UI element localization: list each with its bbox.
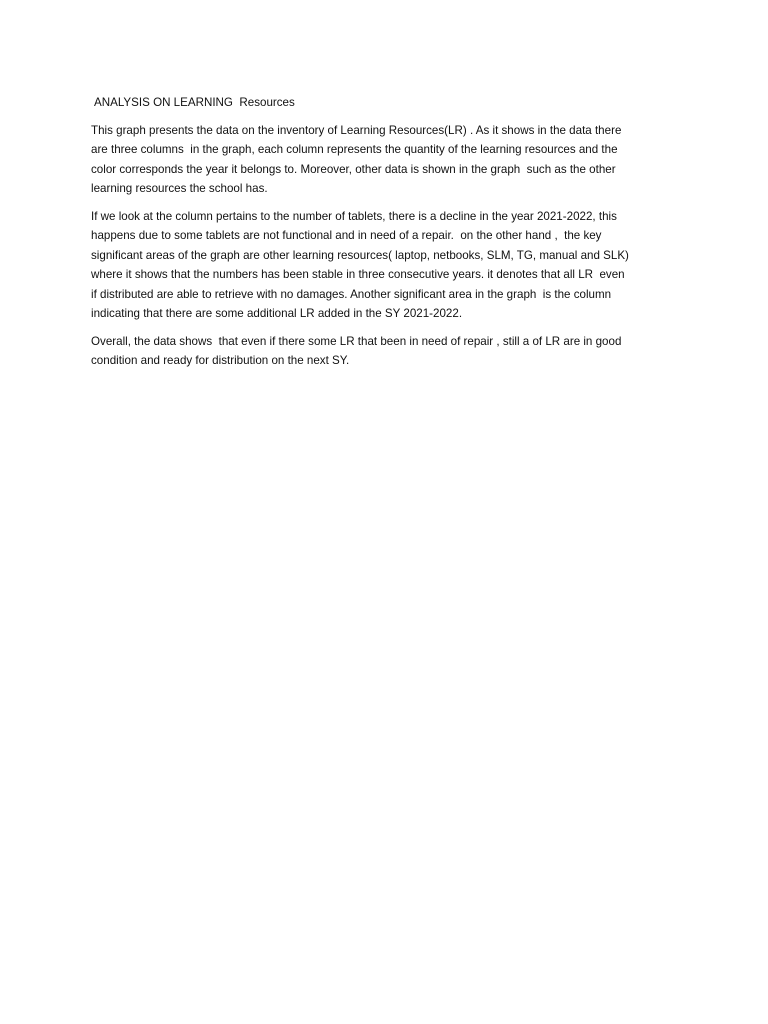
text-line: condition and ready for distribution on the next SY. — [91, 354, 350, 367]
text-line: if distributed are able to retrieve with no damages. Another significant area in the graph is the column — [91, 287, 612, 301]
text-line: happens due to some tablets are not functional and in need of a repair. on the other hand , the key — [91, 229, 602, 242]
text-line: significant areas of the graph are other learning resources( laptop, netbooks, SLM, TG, manual and SLK) — [91, 248, 629, 262]
text-line: If we look at the column pertains to the number of tablets, there is a decline in the year 2021-2022, this — [91, 209, 617, 223]
paragraph-overall — [91, 332, 681, 371]
document-title: ANALYSIS ON LEARNING Resources — [94, 96, 295, 109]
paragraph-intro — [91, 121, 681, 199]
paragraph-tablets — [91, 207, 681, 324]
document-body — [91, 93, 681, 379]
text-line: are three columns in the graph, each column represents the quantity of the learning resources and the — [91, 143, 618, 156]
text-line: This graph presents the data on the inventory of Learning Resources(LR) . As it shows in the data there — [91, 123, 622, 137]
text-line: learning resources the school has. — [91, 182, 268, 195]
text-line: Overall, the data shows that even if there some LR that been in need of repair , still a of LR are in good — [91, 334, 622, 348]
text-line: indicating that there are some additional LR added in the SY 2021-2022. — [91, 307, 463, 320]
text-line: where it shows that the numbers has been stable in three consecutive years. it denotes that all LR even — [91, 268, 625, 281]
text-line: color corresponds the year it belongs to. Moreover, other data is shown in the graph such as the other — [91, 162, 616, 176]
